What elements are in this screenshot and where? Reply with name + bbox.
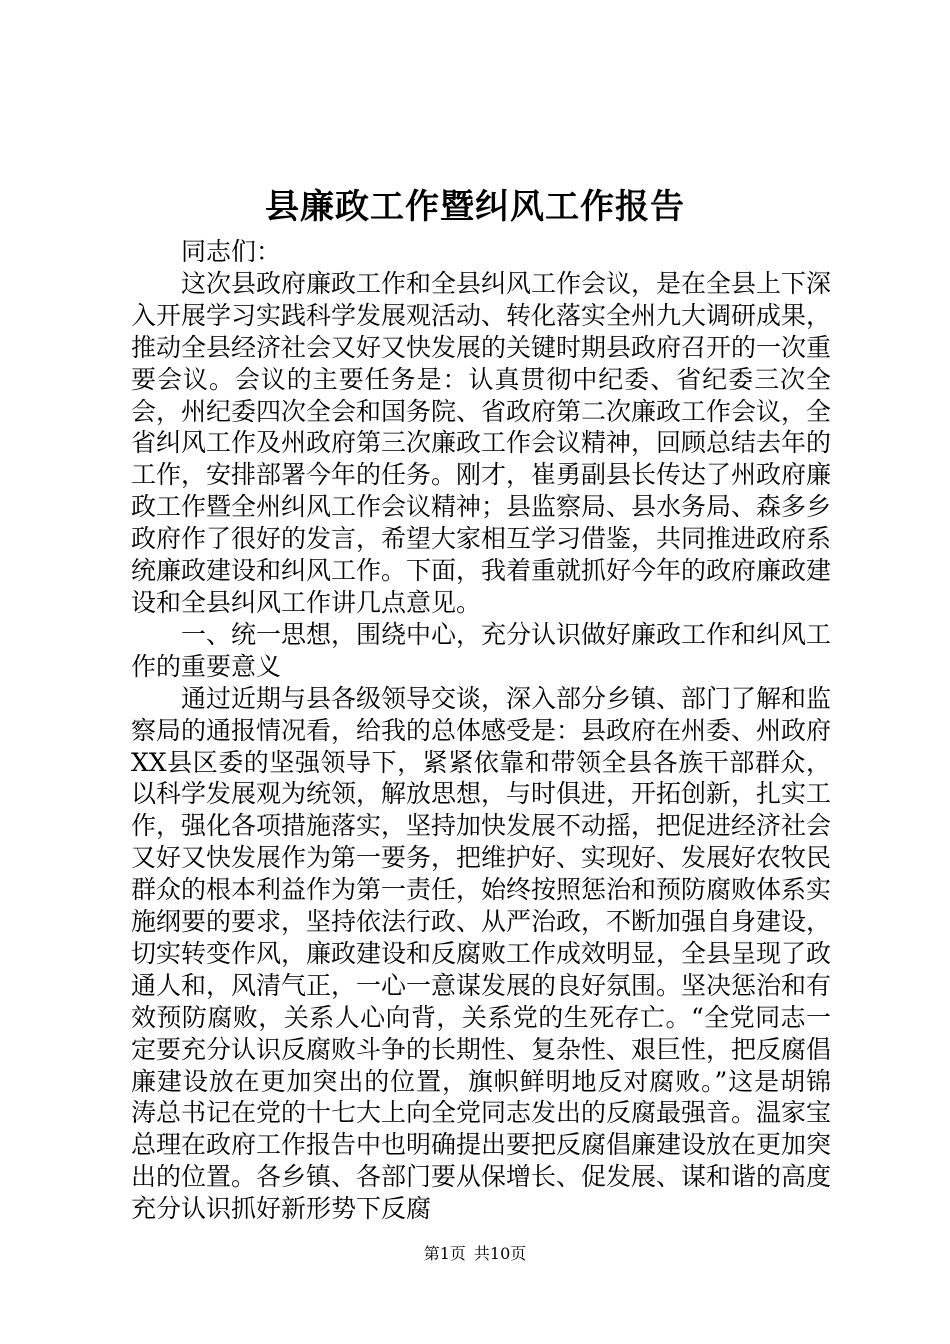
intro-paragraph: 这次县政府廉政工作和全县纠风工作会议，是在全县上下深入开展学习实践科学发展观活动、转化落实全州九大调研成果，推动全县经济社会又好又快发展的关键时期县政府召开的一次重要会议。会议的主要任务是：认真贯彻中纪委、省纪委三次全会，州纪委四次全会和国务院、省政府第二次廉政工作会议，全省纠风工作及州政府第三次廉政工作会议精神，回顾总结去年的工作，安排部署今年的任务。刚才，崔勇副县长传达了州政府廉政工作暨全州纠风工作会议精神；县监察局、县水务局、森多乡政府作了很好的发言，希望大家相互学习借鉴，共同推进政府系统廉政建设和纠风工作。下面，我着重就抓好今年的政府廉政建设和全县纠风工作讲几点意见。 <box>131 268 832 617</box>
page-number-current: 第1页 <box>423 1244 466 1263</box>
document-body <box>131 236 831 1225</box>
page-number-total: 共10页 <box>473 1244 527 1263</box>
salutation-paragraph: 同志们： <box>181 237 282 266</box>
page-footer <box>0 1242 950 1266</box>
document-title: 县廉政工作暨纠风工作报告 <box>265 187 685 227</box>
body-paragraph: 通过近期与县各级领导交谈，深入部分乡镇、部门了解和监察局的通报情况看，给我的总体感受是：县政府在州委、州政府XX县区委的坚强领导下，紧紧依靠和带领全县各族干部群众，以科学发展观为统领，解放思想，与时俱进，开拓创新，扎实工作，强化各项措施落实，坚持加快发展不动摇，把促进经济社会又好又快发展作为第一要务，把维护好、实现好、发展好农牧民群众的根本利益作为第一责任，始终按照惩治和预防腐败体系实施纲要的要求，坚持依法行政、从严治政，不断加强自身建设，切实转变作风，廉政建设和反腐败工作成效明显，全县呈现了政通人和，风清气正，一心一意谋发展的良好氛围。坚决惩治和有效预防腐败，关系人心向背，关系党的生死存亡。“全党同志一定要充分认识反腐败斗争的长期性、复杂性、艰巨性，把反腐倡廉建设放在更加突出的位置，旗帜鲜明地反对腐败。”这是胡锦涛总书记在党的十七大上向全党同志发出的反腐最强音。温家宝总理在政府工作报告中也明确提出要把反腐倡廉建设放在更加突出的位置。各乡镇、各部门要从保增长、促发展、谋和谐的高度充分认识抓好新形势下反腐 <box>131 683 832 1224</box>
section-heading: 一、统一思想，围绕中心，充分认识做好廉政工作和纠风工作的重要意义 <box>131 619 832 681</box>
